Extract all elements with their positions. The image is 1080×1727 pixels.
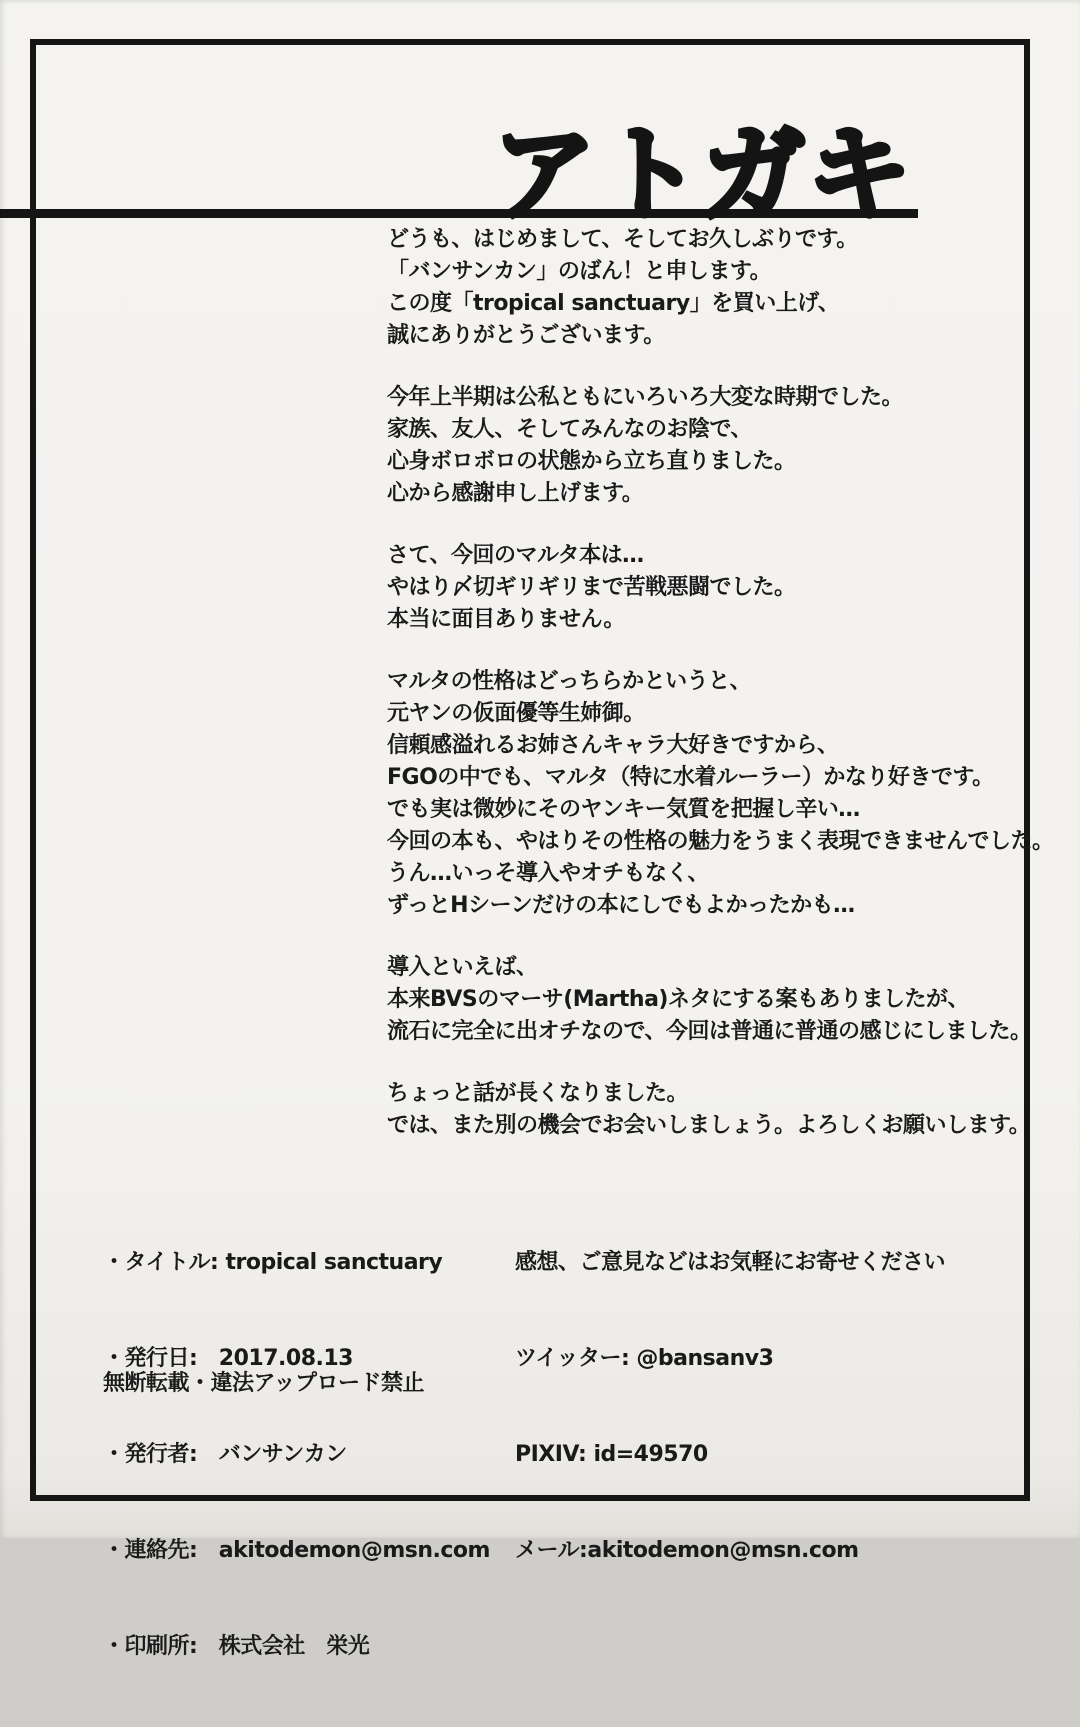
body-line: この度「tropical sanctuary」を買い上げ、 [387,291,840,316]
paragraph-greeting [387,224,1054,352]
body-line: 「バンサンカン」のばん！と申します。 [387,259,772,284]
body-line: 誠にありがとうございます。 [387,323,665,348]
paragraph-character [387,666,1054,922]
afterword-body [387,224,1054,1172]
body-line: 本来BVSのマーサ(Martha)ネタにする案もありましたが、 [387,987,969,1012]
colophon-date-row: ・発行日: 2017.08.13 [103,1346,353,1371]
body-line: 導入といえば、 [387,955,538,980]
page-title: アトガキ [492,113,913,235]
colophon-feedback-info [515,1183,945,1631]
body-line: ちょっと話が長くなりました。 [387,1081,689,1106]
body-line: では、また別の機会でお会いしましょう。よろしくお願いします。 [387,1113,1031,1138]
body-line: 元ヤンの仮面優等生姉御。 [387,701,645,726]
body-line: うん…いっそ導入やオチもなく、 [387,861,710,886]
body-line: FGOの中でも、マルタ（特に水着ルーラー）かなり好きです。 [387,765,994,790]
body-line: 今年上半期は公私ともにいろいろ大変な時期でした。 [387,385,904,410]
body-line: 流石に完全に出オチなので、今回は普通に普通の感じにしました。 [387,1019,1032,1044]
colophon-title-row: ・タイトル: tropical sanctuary [103,1250,443,1275]
body-line: どうも、はじめまして、そしてお久しぶりです。 [387,227,858,252]
body-line: やはり〆切ギリギリまで苦戦悪闘でした。 [387,575,796,600]
paragraph-deadline [387,540,1054,636]
paragraph-closing [387,1078,1054,1142]
email-row: メール:akitodemon@msn.com [515,1538,859,1563]
body-line: 心から感謝申し上げます。 [387,481,644,506]
copyright-notice: 無断転載・違法アップロード禁止 [103,1371,424,1396]
colophon-publisher-row: ・発行者: バンサンカン [103,1442,347,1467]
body-line: 本当に面目ありません。 [387,607,625,632]
body-line: でも実は微妙にそのヤンキー気質を把握し辛い… [387,797,860,822]
body-line: マルタの性格はどっちらかというと、 [387,669,752,694]
paragraph-intro-idea [387,952,1054,1048]
colophon-publication-info [103,1183,490,1727]
colophon-printer-row: ・印刷所: 株式会社 栄光 [103,1634,370,1659]
body-line: ずっとHシーンだけの本にしでもよかったかも… [387,893,855,918]
feedback-invite-row: 感想、ご意見などはお気軽にお寄せください [515,1250,946,1275]
body-line: 家族、友人、そしてみんなのお陰で、 [387,417,753,442]
paragraph-thanks [387,382,1054,510]
colophon-contact-row: ・連絡先: akitodemon@msn.com [103,1538,490,1563]
body-line: 心身ボロボロの状態から立ち直りました。 [387,449,796,474]
body-line: 今回の本も、やはりその性格の魅力をうまく表現できませんでした。 [387,829,1054,854]
body-line: 信頼感溢れるお姉さんキャラ大好きですから、 [387,733,839,758]
pixiv-row: PIXIV: id=49570 [515,1442,708,1467]
twitter-row: ツイッター: @bansanv3 [515,1346,774,1371]
body-line: さて、今回のマルタ本は… [387,543,644,568]
